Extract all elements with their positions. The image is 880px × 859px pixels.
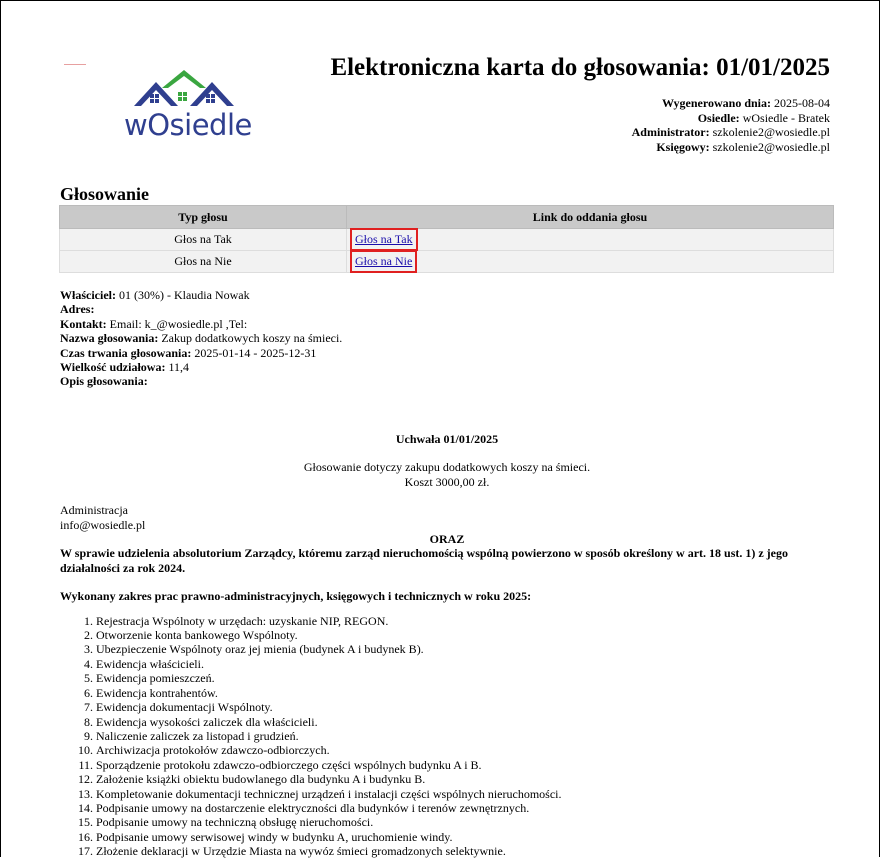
list-item: 15. Podpisanie umowy na techniczną obsługę nieruchomości.: [96, 815, 834, 829]
list-item: 13. Kompletowanie dokumentacji technicznej urządzeń i instalacji części wspólnych nieruchomości.: [96, 787, 834, 801]
list-item: 7. Ewidencja dokumentacji Wspólnoty.: [96, 700, 834, 714]
oraz-heading: ORAZ: [429, 532, 465, 547]
list-item: 12. Założenie książki obiektu budowlanego dla budynku A i budynku B.: [96, 772, 834, 786]
document-meta: [632, 96, 830, 154]
contact-line: Kontakt: Email: k_@wosiedle.pl ,Tel:: [60, 316, 248, 331]
page-title: Elektroniczna karta do głosowania: 01/01/2025: [330, 54, 830, 81]
voting-table: [59, 205, 834, 273]
owner-line: Właściciel: 01 (30%) - Klaudia Nowak: [60, 288, 250, 302]
column-header-type: Typ głosu: [60, 206, 347, 229]
admin-email: info@wosiedle.pl: [60, 517, 146, 532]
decorative-mark: [64, 64, 86, 65]
vote-name-line: Nazwa głosowania: Zakup dodatkowych koszy na śmieci.: [60, 331, 343, 346]
vote-no-link[interactable]: Głos na Nie: [355, 254, 413, 268]
meta-estate: Osiedle: wOsiedle - Bratek: [697, 110, 830, 125]
list-item: 10. Archiwizacja protokołów zdawczo-odbiorczych.: [96, 743, 834, 757]
resolution-line-2: Koszt 3000,00 zł.: [404, 474, 490, 489]
address-line: Adres:: [60, 302, 95, 317]
table-row: [60, 229, 834, 251]
list-item: 8. Ewidencja wysokości zaliczek dla właścicieli.: [96, 715, 834, 729]
resolution-line-1: Głosowanie dotyczy zakupu dodatkowych koszy na śmieci.: [303, 460, 591, 475]
resolution-heading: Uchwała 01/01/2025: [395, 432, 499, 446]
resolution-body: [60, 432, 834, 859]
meta-generated: Wygenerowano dnia: 2025-08-04: [661, 96, 830, 110]
scope-title: Wykonany zakres prac prawno-administracyjnych, księgowych i technicznych w roku 2025:: [60, 589, 532, 604]
description-line: Opis głosowania:: [60, 374, 148, 389]
vote-yes-link[interactable]: Głos na Tak: [355, 232, 413, 246]
list-item: 6. Ewidencja kontrahentów.: [96, 686, 834, 700]
list-item: 17. Złożenie deklaracji w Urzędzie Miasta na wywóz śmieci gromadzonych selektywnie.: [96, 844, 834, 858]
list-item: 2. Otworzenie konta bankowego Wspólnoty.: [96, 628, 834, 642]
duration-line: Czas trwania głosowania: 2025-01-14 - 2025-12-31: [60, 345, 317, 360]
vote-type-yes: Głos na Tak: [60, 229, 347, 251]
scope-list: [60, 614, 834, 859]
voting-section-title: Głosowanie: [60, 184, 150, 204]
meta-accountant: Księgowy: szkolenie2@wosiedle.pl: [656, 139, 830, 154]
list-item: 14. Podpisanie umowy na dostarczenie elektryczności dla budynków i terenów zewnętrznych.: [96, 801, 834, 815]
list-item: 5. Ewidencja pomieszczeń.: [96, 671, 834, 685]
list-item: 11. Sporządzenie protokołu zdawczo-odbiorczego części wspólnych budynku A i B.: [96, 758, 834, 772]
column-header-link: Link do oddania głosu: [347, 206, 834, 229]
list-item: 16. Podpisanie umowy serwisowej windy w budynku A, uruchomienie windy.: [96, 830, 834, 844]
owner-details: [60, 288, 342, 389]
vote-type-no: Głos na Nie: [60, 251, 347, 273]
share-line: Wielkość udziałowa: 11,4: [60, 360, 190, 375]
list-item: 1. Rejestracja Wspólnoty w urzędach: uzyskanie NIP, REGON.: [96, 614, 834, 628]
list-item: 9. Naliczenie zaliczek za listopad i grudzień.: [96, 729, 834, 743]
admin-name: Administracja: [60, 503, 128, 518]
logo-text: wOsiedle: [124, 108, 252, 142]
meta-administrator: Administrator: szkolenie2@wosiedle.pl: [631, 125, 830, 139]
list-item: 4. Ewidencja właścicieli.: [96, 657, 834, 671]
absolutorium-text: W sprawie udzielenia absolutorium Zarządcy, któremu zarząd nieruchomością wspólną powierzono w sposób określony w art. 18 ust. 1) z jego działalności za rok 2024.: [60, 546, 788, 575]
table-row: [60, 251, 834, 273]
list-item: 3. Ubezpieczenie Wspólnoty oraz jej mienia (budynek A i budynek B).: [96, 642, 834, 656]
